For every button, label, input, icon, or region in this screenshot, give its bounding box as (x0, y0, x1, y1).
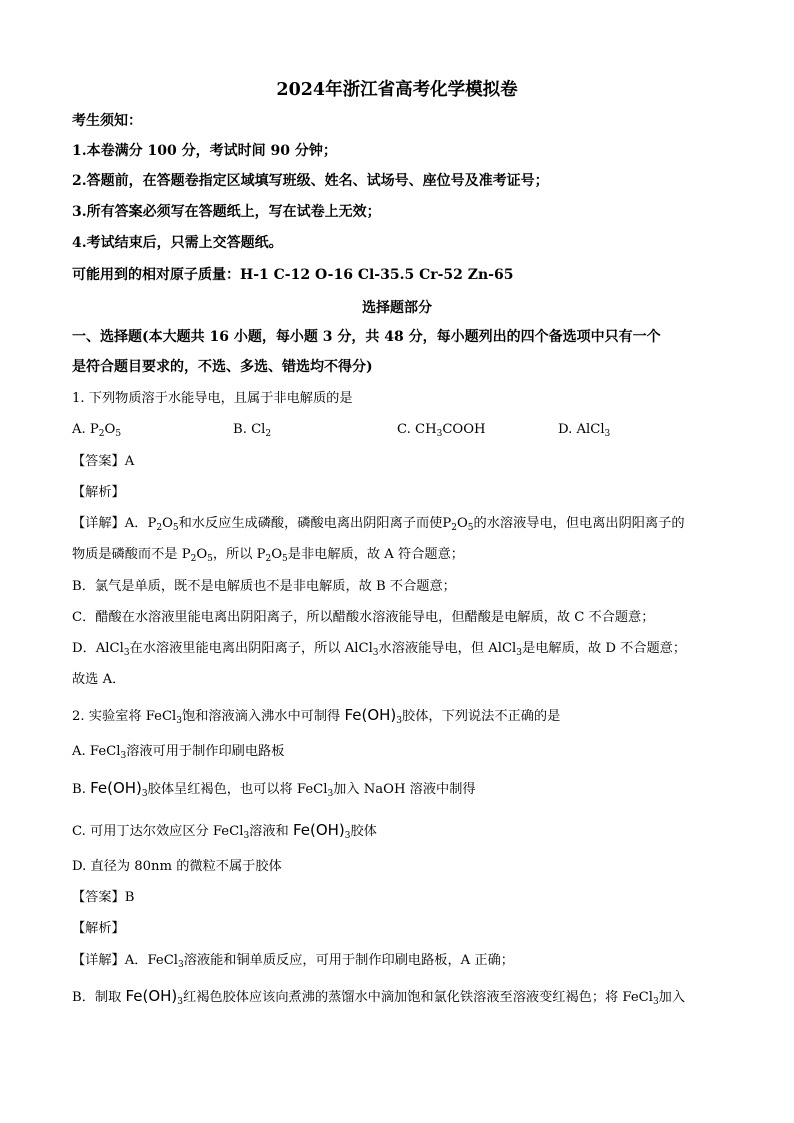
q1-detail-b: B．氯气是单质，既不是电解质也不是非电解质，故 B 不合题意； (72, 579, 456, 594)
q2-answer: 【答案】B (72, 890, 135, 905)
q1-option-c: C. $CH_3COOH$ (397, 422, 486, 439)
notice-item-4: 4.考试结束后，只需上交答题纸。 (72, 235, 283, 251)
q2-option-c: C. 可用丁达尔效应区分 FeCl$_3$溶液和 $Fe(OH)_3$胶体 (72, 821, 377, 841)
q2-option-a: A. FeCl$_3$溶液可用于制作印刷电路板 (72, 744, 285, 761)
q1-detail-d: D．AlCl$_3$在水溶液里能电离出阴阳离子，所以 AlCl$_3$水溶液能导电，但 AlCl$_3$是电解质，故 D 不合题意； (72, 641, 687, 658)
q1-option-a: A. $P_2O_5$ (72, 422, 122, 439)
q2-detail-b: B．制取 $Fe(OH)_3$红褐色胶体应该向煮沸的蒸馏水中滴加饱和氯化铁溶液至溶液变红褐色；将 FeCl$_3$加入 (72, 987, 686, 1007)
q1-detail-a-cont: 物质是磷酸而不是 $P_2O_5$，所以 $P_2O_5$是非电解质，故 A 符合题意； (72, 547, 464, 564)
q1-option-b: B. $Cl_2$ (233, 422, 272, 439)
section-instructions-line-1: 一、选择题(本大题共 16 小题，每小题 3 分，共 48 分，每小题列出的四个备选项中只有一个 (72, 329, 661, 345)
q1-detail-c: C．醋酸在水溶液里能电离出阴阳离子，所以醋酸水溶液能导电，但醋酸是电解质，故 C 不合题意； (72, 610, 655, 625)
q1-analysis-label: 【解析】 (72, 485, 125, 500)
atomic-masses: 可能用到的相对原子质量：H-1 C-12 O-16 Cl-35.5 Cr-52 Zn-65 (72, 267, 514, 283)
q1-conclusion: 故选 A． (72, 672, 126, 687)
q1-answer: 【答案】A (72, 454, 135, 469)
section-instructions-line-2: 是符合题目要求的，不选、多选、错选均不得分) (72, 359, 373, 375)
exam-title: 2024年浙江省高考化学模拟卷 (276, 80, 518, 100)
notice-item-1: 1.本卷满分 100 分，考试时间 90 分钟； (72, 143, 337, 159)
q2-stem: 2. 实验室将 FeCl$_3$饱和溶液滴入沸水中可制得 $Fe(OH)_3$胶体，下列说法不正确的是 (72, 706, 561, 726)
q2-option-d: D. 直径为 80nm 的微粒不属于胶体 (72, 859, 282, 874)
notice-item-3: 3.所有答案必须写在答题纸上，写在试卷上无效； (72, 204, 381, 220)
q1-stem: 1. 下列物质溶于水能导电，且属于非电解质的是 (72, 391, 353, 406)
q1-option-d: D. AlCl$_3$ (558, 422, 611, 439)
q2-detail-a: 【详解】A．FeCl$_3$溶液能和铜单质反应，可用于制作印刷电路板，A 正确； (72, 953, 514, 970)
q2-option-b: B. $Fe(OH)_3$胶体呈红褐色，也可以将 FeCl$_3$加入 NaOH 溶液中制得 (72, 779, 476, 799)
notice-item-2: 2.答题前，在答题卷指定区域填写班级、姓名、试场号、座位号及准考证号； (72, 173, 549, 189)
notice-heading: 考生须知： (72, 113, 142, 129)
q1-detail-a: 【详解】A．$P_2O_5$和水反应生成磷酸，磷酸电离出阴阳离子而使$P_2O_5$的水溶液导电，但电离出阴阳离子的 (72, 516, 685, 533)
q2-analysis-label: 【解析】 (72, 921, 125, 936)
section-title: 选择题部分 (362, 300, 432, 316)
